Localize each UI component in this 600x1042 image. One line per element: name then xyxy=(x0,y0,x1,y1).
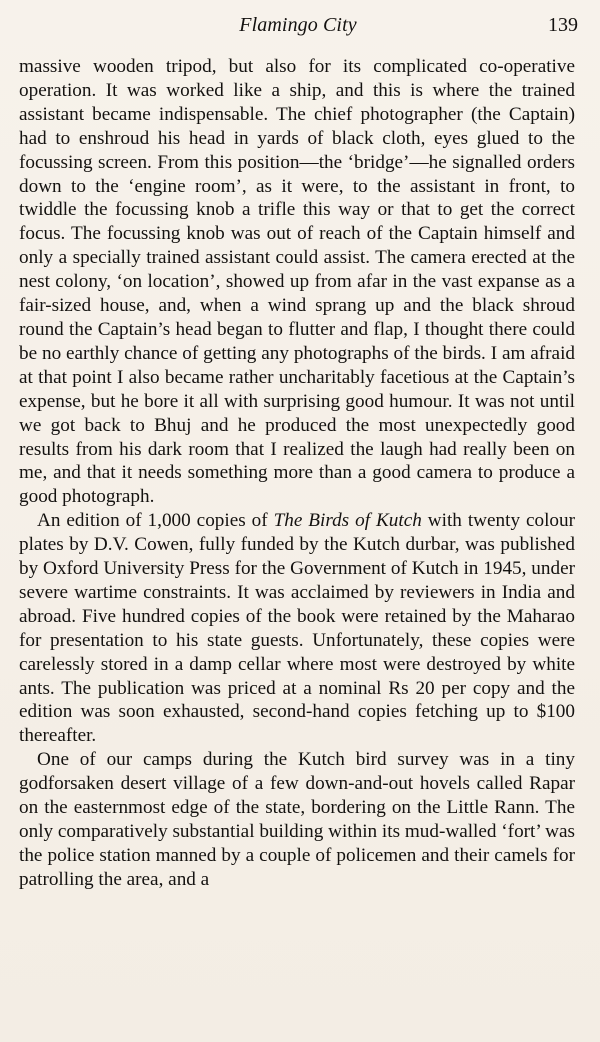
running-head xyxy=(18,14,578,46)
body-text xyxy=(19,55,575,892)
paragraph-text-after-title: with twenty colour plates by D.V. Cowen, fully funded by the Kutch durbar, was published by Oxford University Press for the Government of Kutch in 1945, under severe wartime constraints. It was acclaimed by reviewers in India and abroad. Five hundred copies of the book were retained by the Maharao for presentation to his state guests. Unfortunately, these copies were carelessly stored in a damp cellar where most were destroyed by white ants. The publication was priced at a nominal Rs 20 per copy and the edition was soon exhausted, second-hand copies fetching up to $100 thereafter. xyxy=(19,510,575,747)
paragraph-birds-of-kutch-edition xyxy=(19,509,575,748)
paragraph-text-before-title: An edition of 1,000 copies of xyxy=(37,510,274,532)
running-title: Flamingo City xyxy=(239,14,357,36)
page-number: 139 xyxy=(548,14,578,36)
paragraph-camera-story: massive wooden tripod, but also for its complicated co-operative operation. It was worked like a ship, and this is where the trained assistant became indispensable. The chief photographer (the Captain) had to enshroud his head in yards of black cloth, eyes glued to the focussing screen. From this position—the ‘bridge’—he signalled orders down to the ‘engine room’, as it were, to the assistant in front, to twiddle the focussing knob a trifle this way or that to get the correct focus. The focussing knob was out of reach of the Captain himself and only a specially trained assistant could assist. The camera erected at the nest colony, ‘on location’, showed up from afar in the vast expanse as a fair-sized house, and, when a wind sprang up and the black shroud round the Captain’s head began to flutter and flap, I thought there could be no earthly chance of getting any photographs of the birds. I am afraid at that point I also became rather uncharitably facetious at the Captain’s expense, but he bore it all with surprising good humour. It was not until we got back to Bhuj and he produced the most unexpectedly good results from his dark room that I realized the laugh had really been on me, and that it needs something more than a good camera to produce a good photograph. xyxy=(19,56,575,508)
book-title: The Birds of Kutch xyxy=(273,510,422,532)
paragraph-rapar-camp: One of our camps during the Kutch bird survey was in a tiny godforsaken desert village of a few down-and-out hovels called Rapar on the easternmost edge of the state, bordering on the Little Rann. The only comparatively substantial building within its mud-walled ‘fort’ was the police station manned by a couple of policemen and their camels for patrolling the area, and a xyxy=(19,749,575,890)
